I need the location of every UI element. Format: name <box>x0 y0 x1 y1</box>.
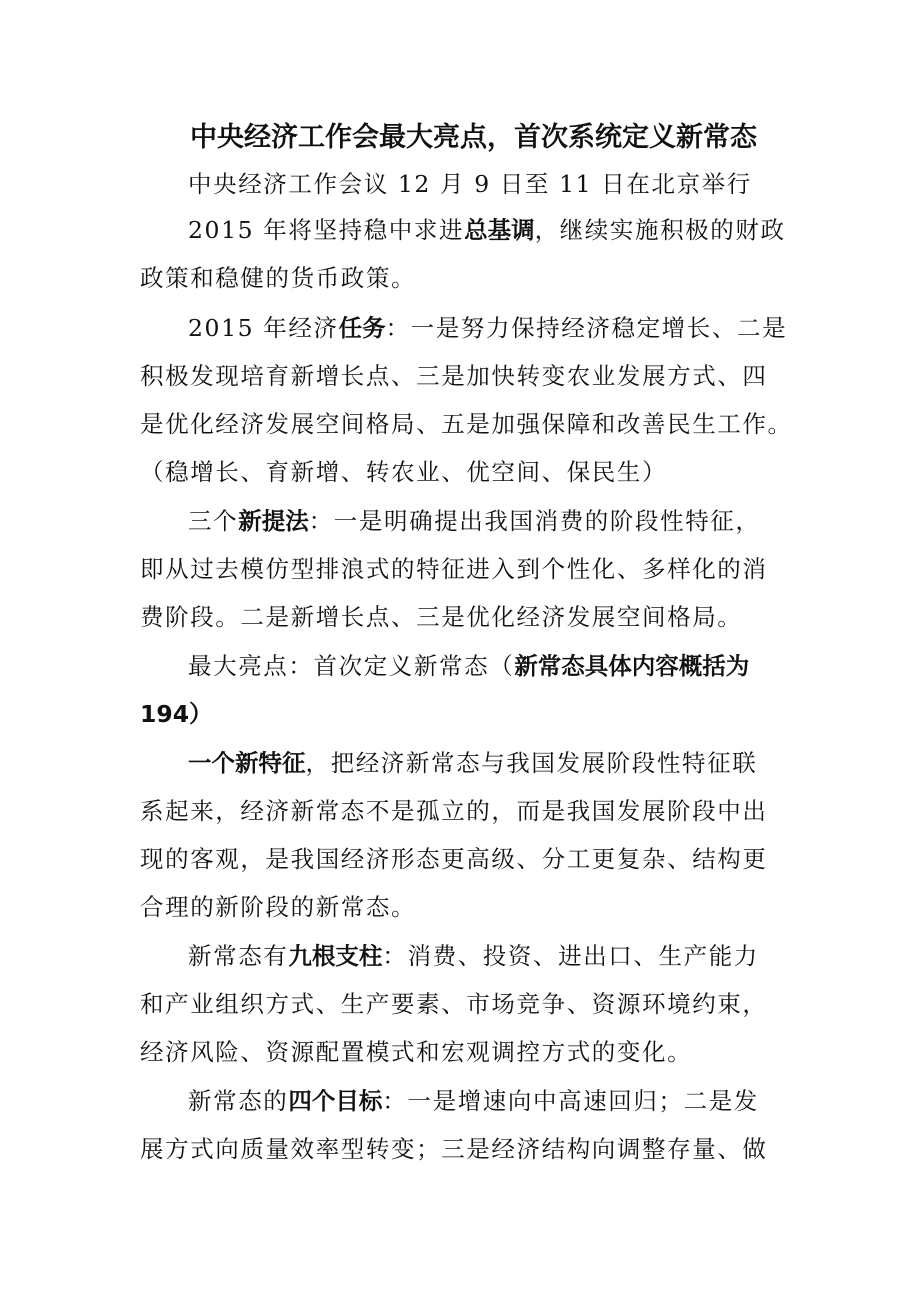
para-2-line-2: 积极发现培育新增长点、三是加快转变农业发展方式、四 <box>140 362 768 390</box>
para-6-line-2: 和产业组织方式、生产要素、市场竞争、资源环境约束， <box>140 990 768 1018</box>
document-title: 中央经济工作会最大亮点，首次系统定义新常态 <box>190 122 757 153</box>
para-1-line-2: 政策和稳健的货币政策。 <box>140 264 417 292</box>
para-4-line-2: 194） <box>140 700 213 728</box>
para-5-line-2: 系起来，经济新常态不是孤立的，而是我国发展阶段中出 <box>140 797 768 825</box>
para-2-line-3: 是优化经济发展空间格局、五是加强保障和改善民生工作。 <box>140 410 793 438</box>
keyword-tasks: 任务 <box>338 314 386 342</box>
para-2-line-4: （稳增长、育新增、转农业、优空间、保民生） <box>140 458 668 486</box>
para-3-line-3: 费阶段。二是新增长点、三是优化经济发展空间格局。 <box>140 603 743 631</box>
para-5-line-3: 现的客观，是我国经济形态更高级、分工更复杂、结构更 <box>140 845 768 873</box>
para-4-line-1: 最大亮点：首次定义新常态（新常态具体内容概括为 <box>188 652 750 680</box>
para-6-line-1: 新常态有九根支柱：消费、投资、进出口、生产能力 <box>188 942 759 970</box>
meeting-line: 中央经济工作会议 12 月 9 日至 11 日在北京举行 <box>188 170 752 198</box>
para-3-line-2: 即从过去模仿型排浪式的特征进入到个性化、多样化的消 <box>140 555 768 583</box>
para-3-line-1: 三个新提法：一是明确提出我国消费的阶段性特征， <box>188 507 761 535</box>
para-2-line-1: 2015 年经济任务：一是努力保持经济稳定增长、二是 <box>188 314 788 342</box>
keyword-general-tone: 总基调 <box>464 216 535 244</box>
keyword-one-feature: 一个新特征 <box>188 749 306 777</box>
keyword-four-goals: 四个目标 <box>288 1087 383 1115</box>
para-1-line-1: 2015 年将坚持稳中求进总基调，继续实施积极的财政 <box>188 216 786 244</box>
keyword-summary: 新常态具体内容概括为 <box>514 652 750 680</box>
para-5-line-1: 一个新特征，把经济新常态与我国发展阶段性特征联 <box>188 749 758 777</box>
para-7-line-2: 展方式向质量效率型转变；三是经济结构向调整存量、做 <box>140 1135 768 1163</box>
keyword-nine-pillars: 九根支柱 <box>288 942 383 970</box>
para-6-line-3: 经济风险、资源配置模式和宏观调控方式的变化。 <box>140 1038 693 1066</box>
para-7-line-1: 新常态的四个目标：一是增速向中高速回归；二是发 <box>188 1087 759 1115</box>
para-5-line-4: 合理的新阶段的新常态。 <box>140 893 417 921</box>
keyword-new-formulations: 新提法 <box>238 507 309 535</box>
